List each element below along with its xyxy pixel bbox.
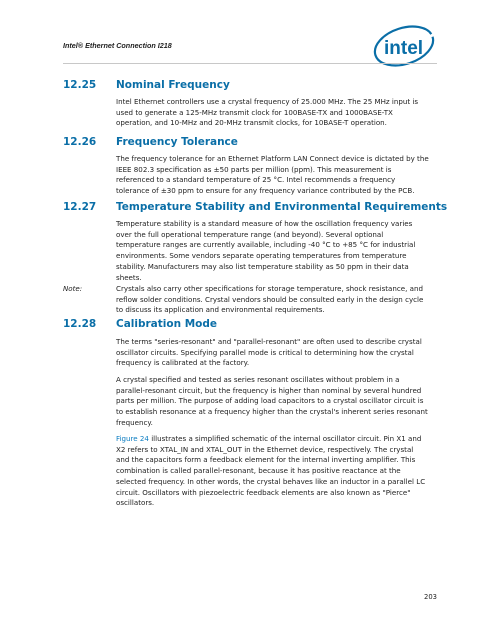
text-line: sheets. <box>116 272 142 282</box>
text-line: combination is called parallel-resonant, because it has positive reactance at the <box>116 466 401 476</box>
section-12-26-paragraph <box>116 154 438 197</box>
text-line: Temperature stability is a standard measure of how the oscillation frequency varies <box>116 219 413 228</box>
section-title: Calibration Mode <box>116 318 218 330</box>
text-line: X2 refers to XTAL_IN and XTAL_OUT in the Ethernet device, respectively. The crystal <box>116 444 414 454</box>
text-line: temperature ranges are currently available, including -40 °C to +85 °C for industrial <box>116 240 416 250</box>
text-line: IEEE 802.3 specification as ±50 parts per million (ppm). This measurement is <box>116 164 392 174</box>
text-line: parts per million. The purpose of adding load capacitors to a crystal oscillator circuit is <box>116 396 424 406</box>
note-paragraph <box>116 284 438 316</box>
text-line: Crystals also carry other specifications for storage temperature, shock resistance, and <box>116 284 424 293</box>
text-line: to discuss its application and environmental requirements. <box>116 305 325 315</box>
section-number: 12.28 <box>63 318 97 330</box>
text-line: to establish resonance at a frequency higher than the crystal's inherent series resonant <box>116 407 428 417</box>
section-12-27-paragraph <box>116 219 438 283</box>
logo-text: intel <box>384 38 424 59</box>
section-12-25-paragraph <box>116 97 438 129</box>
page-number: 203 <box>424 593 437 601</box>
text-line: parallel-resonant circuit, but the frequency is higher than nominal by several hundred <box>116 385 422 395</box>
text-line <box>116 434 438 445</box>
text-line: Intel Ethernet controllers use a crystal frequency of 25.000 MHz. The 25 MHz input is <box>116 97 419 106</box>
section-number: 12.27 <box>63 201 97 213</box>
text-line: environments. Some vendors separate operating temperatures from temperature <box>116 251 407 261</box>
text-line: referenced to a standard temperature of 25 °C. Intel recommends a frequency <box>116 175 396 185</box>
text-line: circuit. Oscillators with piezoelectric feedback elements are also known as "Pierce" <box>116 487 411 497</box>
text-line: tolerance of ±30 ppm to ensure for any frequency variance contributed by the PCB. <box>116 186 415 196</box>
header-divider <box>63 63 437 64</box>
section-number: 12.26 <box>63 136 97 148</box>
text-line: stability. Manufacturers may also list temperature stability as 50 ppm in their data <box>116 261 409 271</box>
section-title: Frequency Tolerance <box>116 136 238 148</box>
section-number: 12.25 <box>63 79 97 91</box>
text-line: oscillator circuits. Specifying parallel mode is critical to determining how the crystal <box>116 347 414 357</box>
section-12-28-paragraph-2 <box>116 375 438 429</box>
text-fragment: illustrates a simplified schematic of the internal oscillator circuit. Pin X1 and <box>148 434 422 443</box>
section-title: Nominal Frequency <box>116 79 230 91</box>
text-line: The frequency tolerance for an Ethernet Platform LAN Connect device is dictated by the <box>116 154 429 163</box>
text-line: frequency. <box>116 417 153 427</box>
text-line: selected frequency. In other words, the crystal behaves like an inductor in a parallel LC <box>116 476 426 486</box>
intel-logo <box>372 25 436 67</box>
text-line: operation, and 10-MHz and 20-MHz transmit clocks, for 10BASE-T operation. <box>116 118 387 128</box>
text-line: A crystal specified and tested as series resonant oscillates without problem in a <box>116 375 400 384</box>
text-line: and the capacitors form a feedback element for the internal inverting amplifier. This <box>116 455 416 465</box>
note-label: Note: <box>63 284 83 293</box>
document-header-title: Intel® Ethernet Connection I218 <box>63 41 172 50</box>
text-line: over the full operational temperature range (and beyond). Several optional <box>116 229 384 239</box>
text-line: reflow solder conditions. Crystal vendors should be consulted early in the design cycle <box>116 294 424 304</box>
text-line: The terms "series-resonant" and "parallel-resonant" are often used to describe crystal <box>116 337 422 346</box>
section-title: Temperature Stability and Environmental Requirements <box>116 201 448 213</box>
figure-24-link[interactable]: Figure 24 <box>116 434 149 443</box>
section-12-28-paragraph-1 <box>116 337 438 369</box>
text-line: frequency is calibrated at the factory. <box>116 358 250 368</box>
text-line: used to generate a 125-MHz transmit clock for 100BASE-TX and 1000BASE-TX <box>116 107 393 117</box>
section-12-28-paragraph-3 <box>116 434 438 509</box>
text-line: oscillators. <box>116 498 155 508</box>
